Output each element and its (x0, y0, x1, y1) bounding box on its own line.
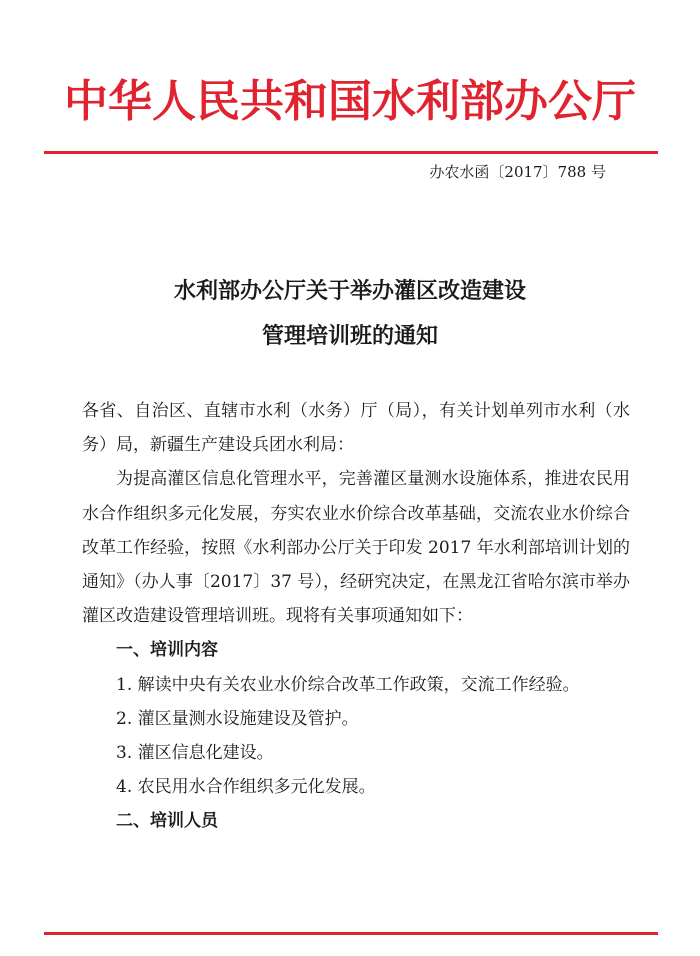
document-title-line-1: 水利部办公厅关于举办灌区改造建设 (173, 279, 526, 304)
section-heading-trainees: 二、培训人员 (116, 811, 218, 832)
document-body (82, 394, 630, 839)
addressee-paragraph: 各省、自治区、直辖市水利（水务）厅（局），有关计划单列市水利（水务）局，新疆生产建设兵团水利局： (82, 401, 630, 456)
list-item: 3. 灌区信息化建设。 (116, 743, 274, 764)
organization-header: 中华人民共和国水利部办公厅 (64, 76, 636, 127)
footer-red-rule (44, 932, 658, 935)
list-item: 1. 解读中央有关农业水价综合改革工作政策，交流工作经验。 (116, 674, 580, 695)
section-heading-training-content: 一、培训内容 (116, 640, 218, 661)
intro-paragraph: 为提高灌区信息化管理水平，完善灌区量测水设施体系，推进农民用水合作组织多元化发展，夯实农业水价综合改革基础，交流农业水价综合改革工作经验，按照《水利部办公厅关于印发 2017 年水利部培训计划的通知》（办人事〔2017〕37 号），经研究决定，在黑龙江省哈尔滨市举办灌区改造建设管理培训班。现将有关事项通知如下： (82, 469, 630, 627)
document-title-line-2: 管理培训班的通知 (261, 324, 438, 349)
list-item: 4. 农民用水合作组织多元化发展。 (116, 777, 376, 798)
header-red-rule (44, 151, 658, 154)
document-number: 办农水函〔2017〕788 号 (429, 163, 606, 181)
list-item: 2. 灌区量测水设施建设及管护。 (116, 708, 359, 729)
